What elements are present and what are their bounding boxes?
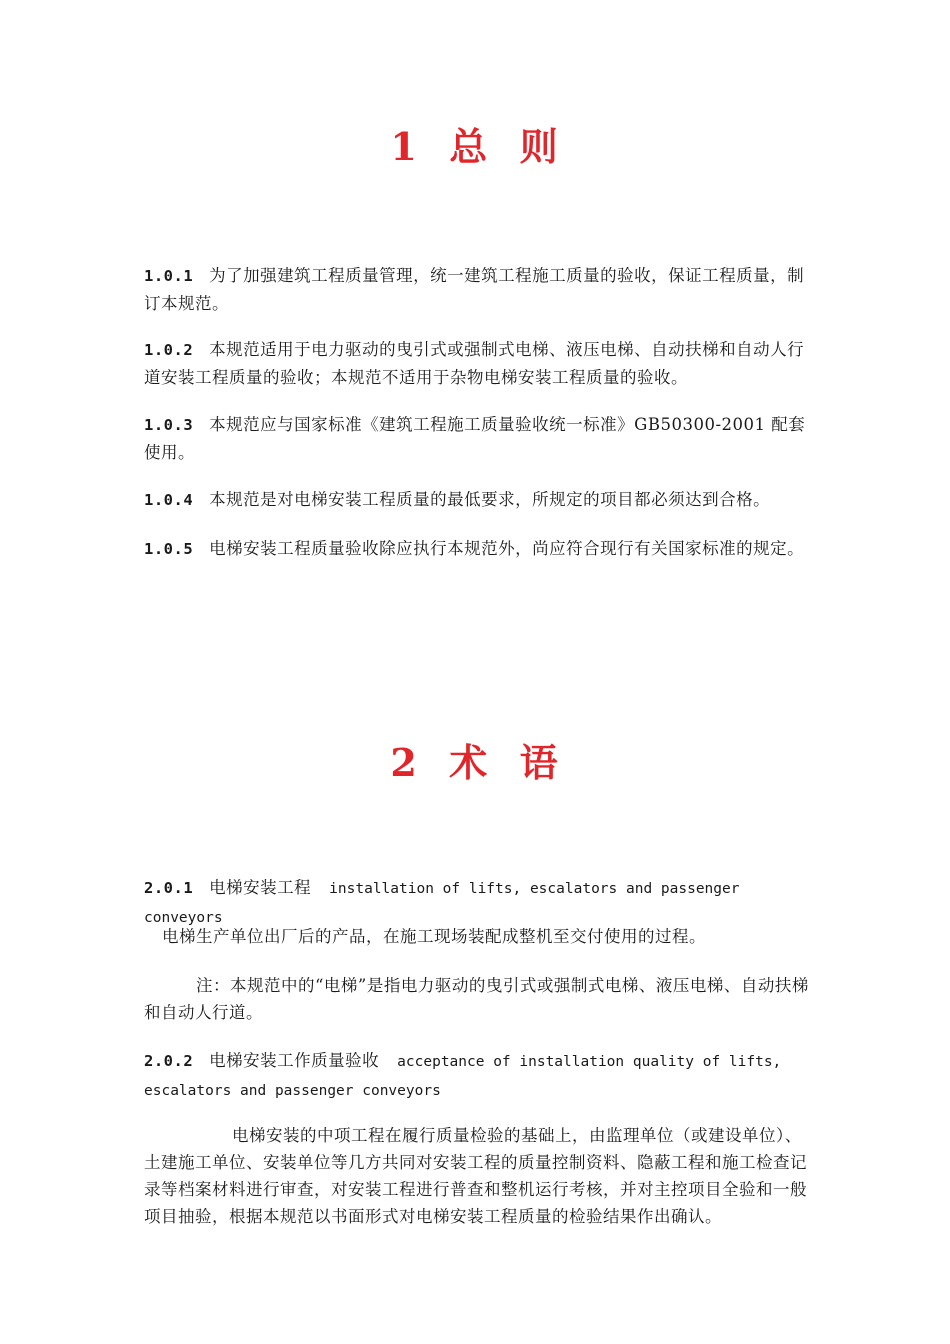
term-2-0-2-heading <box>144 1047 812 1105</box>
term-english-name: installation of lifts, escalators and passenger conveyors <box>144 881 740 926</box>
chapter-2-title: 2 术 语 <box>390 740 560 785</box>
term-2-0-2-definition: 电梯安装的中项工程在履行质量检验的基础上，由监理单位（或建设单位）、土建施工单位、安装单位等几方共同对安装工程的质量控制资料、隐蔽工程和施工检查记录等档案材料进行审查，对安装工程进行普查和整机运行考核，并对主控项目全验和一般项目抽验，根据本规范以书面形式对电梯安装工程质量的检验结果作出确认。 <box>144 1126 807 1226</box>
term-2-0-1-note: 注：本规范中的“电梯”是指电力驱动的曳引式或强制式电梯、液压电梯、自动扶梯和自动人行道。 <box>144 976 809 1022</box>
term-english-name: acceptance of installation quality of lifts, escalators and passenger conveyors <box>144 1054 782 1099</box>
clause-1-0-5 <box>144 535 812 563</box>
term-chinese-name: 电梯安装工作质量验收 <box>209 1051 380 1070</box>
clause-number: 1.0.4 <box>144 491 194 509</box>
clause-1-0-3 <box>144 411 812 466</box>
term-number: 2.0.2 <box>144 1052 194 1070</box>
clause-number: 1.0.2 <box>144 341 194 359</box>
term-chinese-name: 电梯安装工程 <box>209 878 312 897</box>
term-number: 2.0.1 <box>144 879 194 897</box>
clause-text: 电梯安装工程质量验收除应执行本规范外，尚应符合现行有关国家标准的规定。 <box>209 539 805 558</box>
clause-1-0-2 <box>144 336 812 391</box>
clause-text: 本规范是对电梯安装工程质量的最低要求，所规定的项目都必须达到合格。 <box>209 490 771 509</box>
clause-number: 1.0.3 <box>144 416 194 434</box>
clause-1-0-1 <box>144 262 812 317</box>
clause-1-0-4 <box>144 486 812 514</box>
chapter-1-title: 1 总 则 <box>390 124 560 169</box>
term-2-0-1-definition: 电梯生产单位出厂后的产品，在施工现场装配成整机至交付使用的过程。 <box>162 927 706 946</box>
clause-text: 为了加强建筑工程质量管理，统一建筑工程施工质量的验收，保证工程质量，制订本规范。 <box>144 266 805 313</box>
clause-text: 本规范适用于电力驱动的曳引式或强制式电梯、液压电梯、自动扶梯和自动人行道安装工程质量的验收；本规范不适用于杂物电梯安装工程质量的验收。 <box>144 340 805 387</box>
clause-text: 本规范应与国家标准《建筑工程施工质量验收统一标准》GB50300-2001 配套使用。 <box>144 415 806 462</box>
clause-number: 1.0.5 <box>144 540 194 558</box>
clause-number: 1.0.1 <box>144 267 194 285</box>
